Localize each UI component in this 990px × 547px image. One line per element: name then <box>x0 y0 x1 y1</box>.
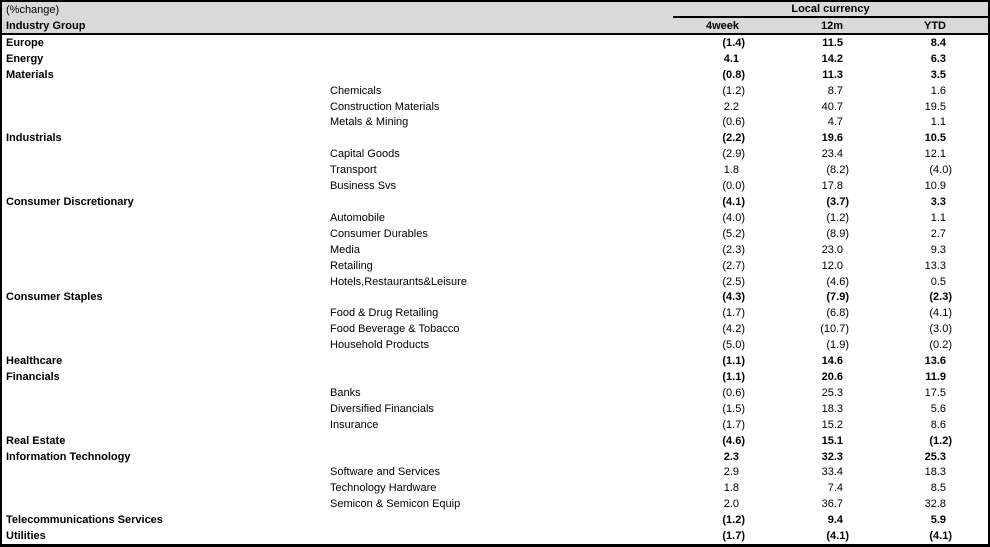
table-row <box>2 242 988 258</box>
sub-industry-label: Semicon & Semicon Equip <box>330 498 461 511</box>
table-row <box>2 385 988 401</box>
value-12m: 17.8 <box>821 180 843 193</box>
table-row <box>2 496 988 512</box>
value-ytd: 1.1 <box>930 116 946 129</box>
sub-industry-label: Consumer Durables <box>330 227 428 240</box>
sub-industry-label: Food Beverage & Tobacco <box>330 323 460 336</box>
table-row <box>2 194 988 210</box>
industry-group-label: Telecommunications Services <box>6 514 163 527</box>
value-12m: 25.3 <box>821 386 843 399</box>
value-ytd: 2.7 <box>930 227 946 240</box>
value-4week: 4.1 <box>723 52 739 65</box>
sub-industry-label: Metals & Mining <box>330 116 409 129</box>
value-ytd: (4.0) <box>929 164 952 177</box>
value-12m: 4.7 <box>827 116 843 129</box>
value-12m: 11.5 <box>822 36 843 49</box>
value-4week: (1.2) <box>722 84 745 97</box>
sub-industry-label: Technology Hardware <box>330 482 437 495</box>
industry-group-label: Consumer Staples <box>6 291 103 304</box>
value-12m: 23.4 <box>821 148 843 161</box>
value-12m: 36.7 <box>821 498 843 511</box>
value-ytd: 1.6 <box>930 84 946 97</box>
table-row <box>2 51 988 67</box>
value-ytd: 5.6 <box>930 402 946 415</box>
value-12m: 15.1 <box>821 434 843 447</box>
value-4week: (4.2) <box>722 323 745 336</box>
table-row <box>2 274 988 290</box>
value-4week: (2.5) <box>722 275 745 288</box>
value-ytd: (4.1) <box>929 307 952 320</box>
value-ytd: (2.3) <box>929 291 952 304</box>
sub-industry-label: Business Svs <box>330 180 397 193</box>
value-ytd: 17.5 <box>924 386 946 399</box>
sub-industry-label: Insurance <box>330 418 379 431</box>
table-row <box>2 226 988 242</box>
table-row <box>2 67 988 83</box>
value-ytd: 10.5 <box>924 132 946 145</box>
sub-industry-label: Chemicals <box>330 84 382 97</box>
value-ytd: 8.5 <box>930 482 946 495</box>
table-row <box>2 35 988 51</box>
sub-industry-label: Hotels,Restaurants&Leisure <box>330 275 467 288</box>
value-12m: 33.4 <box>821 466 843 479</box>
industry-group-label: Financials <box>6 370 60 383</box>
value-4week: 2.9 <box>723 466 739 479</box>
sub-industry-label: Banks <box>330 386 361 399</box>
value-12m: 14.2 <box>821 52 843 65</box>
value-ytd: 32.8 <box>924 498 946 511</box>
value-4week: (5.0) <box>722 339 745 352</box>
value-ytd: 5.9 <box>930 514 946 527</box>
percent-change-label: (%change) <box>6 4 60 16</box>
value-4week: (1.5) <box>722 402 745 415</box>
table-row <box>2 353 988 369</box>
table-body <box>2 35 988 544</box>
value-ytd: 8.6 <box>930 418 946 431</box>
table-row <box>2 512 988 528</box>
table-row <box>2 369 988 385</box>
value-ytd: 19.5 <box>924 100 946 113</box>
table-row <box>2 162 988 178</box>
value-4week: (1.7) <box>722 307 745 320</box>
value-4week: (1.2) <box>722 514 745 527</box>
value-ytd: 13.6 <box>924 355 946 368</box>
table-row <box>2 146 988 162</box>
industry-group-label: Europe <box>6 36 44 49</box>
sub-industry-label: Automobile <box>330 211 386 224</box>
value-4week: (1.1) <box>722 355 745 368</box>
table-row <box>2 115 988 131</box>
value-4week: (4.0) <box>722 211 745 224</box>
value-4week: 2.3 <box>723 450 739 463</box>
sub-industry-label: Capital Goods <box>330 148 400 161</box>
value-12m: (1.2) <box>826 211 849 224</box>
table-row <box>2 99 988 115</box>
value-12m: 15.2 <box>821 418 843 431</box>
value-12m: 8.7 <box>827 84 843 97</box>
industry-group-label: Consumer Discretionary <box>6 196 134 209</box>
value-4week: (4.1) <box>722 196 745 209</box>
value-12m: (4.1) <box>826 530 849 543</box>
table-header <box>2 2 988 35</box>
table-row <box>2 321 988 337</box>
value-ytd: 3.3 <box>930 196 946 209</box>
value-12m: (4.6) <box>826 275 849 288</box>
sub-industry-label: Construction Materials <box>330 100 440 113</box>
table-row <box>2 337 988 353</box>
industry-group-column-header: Industry Group <box>6 19 86 32</box>
sub-industry-label: Food & Drug Retailing <box>330 307 439 320</box>
table-row <box>2 401 988 417</box>
value-4week: (4.3) <box>722 291 745 304</box>
table-row <box>2 449 988 465</box>
value-12m: 32.3 <box>821 450 843 463</box>
value-12m: (6.8) <box>826 307 849 320</box>
table-row <box>2 83 988 99</box>
value-ytd: 25.3 <box>924 450 946 463</box>
value-4week: (1.7) <box>722 418 745 431</box>
value-ytd: 18.3 <box>924 466 946 479</box>
value-12m: 40.7 <box>821 100 843 113</box>
value-ytd: 9.3 <box>930 243 946 256</box>
table-row <box>2 210 988 226</box>
table-row <box>2 433 988 449</box>
value-4week: (1.7) <box>722 530 745 543</box>
value-12m: 23.0 <box>821 243 843 256</box>
sub-industry-label: Transport <box>330 164 377 177</box>
value-12m: (1.9) <box>826 339 849 352</box>
table-row <box>2 528 988 544</box>
column-header-12m: 12m <box>820 19 843 32</box>
header-row-currency <box>2 2 988 18</box>
value-ytd: 1.1 <box>930 211 946 224</box>
value-ytd: 12.1 <box>924 148 946 161</box>
sub-industry-label: Household Products <box>330 339 430 352</box>
industry-group-label: Healthcare <box>6 355 63 368</box>
header-row-columns <box>2 18 988 33</box>
table-row <box>2 258 988 274</box>
value-4week: 1.8 <box>723 164 739 177</box>
column-header-4week: 4week <box>705 19 739 32</box>
value-ytd: (3.0) <box>929 323 952 336</box>
value-ytd: 11.9 <box>925 370 946 383</box>
sub-industry-label: Software and Services <box>330 466 441 479</box>
value-12m: 7.4 <box>827 482 843 495</box>
table-row <box>2 464 988 480</box>
value-ytd: (1.2) <box>929 434 952 447</box>
value-12m: 11.3 <box>822 68 843 81</box>
value-4week: (0.6) <box>722 386 745 399</box>
sub-industry-label: Retailing <box>330 259 373 272</box>
value-ytd: 8.4 <box>930 36 946 49</box>
value-4week: (1.1) <box>722 370 745 383</box>
value-4week: 1.8 <box>723 482 739 495</box>
value-4week: (0.6) <box>722 116 745 129</box>
value-ytd: 10.9 <box>924 180 946 193</box>
local-currency-spanner: Local currency <box>673 2 988 18</box>
value-4week: 2.0 <box>723 498 739 511</box>
value-ytd: 3.5 <box>930 68 946 81</box>
value-12m: 12.0 <box>821 259 843 272</box>
value-4week: (0.8) <box>722 68 745 81</box>
value-12m: 18.3 <box>821 402 843 415</box>
value-ytd: (0.2) <box>929 339 952 352</box>
sub-industry-label: Media <box>330 243 360 256</box>
value-12m: 14.6 <box>821 355 843 368</box>
table-row <box>2 130 988 146</box>
value-12m: (10.7) <box>820 323 849 336</box>
value-12m: 20.6 <box>821 370 843 383</box>
value-12m: (3.7) <box>826 196 849 209</box>
industry-group-label: Industrials <box>6 132 62 145</box>
value-12m: (8.2) <box>826 164 849 177</box>
sub-industry-label: Diversified Financials <box>330 402 434 415</box>
value-4week: (5.2) <box>722 227 745 240</box>
value-12m: 9.4 <box>827 514 843 527</box>
value-4week: (4.6) <box>722 434 745 447</box>
table-row <box>2 480 988 496</box>
industry-group-label: Materials <box>6 68 54 81</box>
value-4week: (2.7) <box>722 259 745 272</box>
column-header-ytd: YTD <box>924 19 946 32</box>
table-row <box>2 290 988 306</box>
value-12m: (7.9) <box>826 291 849 304</box>
value-ytd: 13.3 <box>924 259 946 272</box>
industry-group-label: Real Estate <box>6 434 66 447</box>
value-ytd: (4.1) <box>929 530 952 543</box>
table-row <box>2 305 988 321</box>
value-4week: (1.4) <box>722 36 745 49</box>
table-row <box>2 417 988 433</box>
value-12m: (8.9) <box>826 227 849 240</box>
value-4week: 2.2 <box>723 100 739 113</box>
value-4week: (2.2) <box>722 132 745 145</box>
table-row <box>2 178 988 194</box>
industry-group-label: Information Technology <box>6 450 131 463</box>
value-4week: (0.0) <box>722 180 745 193</box>
value-4week: (2.3) <box>722 243 745 256</box>
value-12m: 19.6 <box>821 132 843 145</box>
industry-group-label: Utilities <box>6 530 46 543</box>
value-ytd: 0.5 <box>930 275 946 288</box>
value-4week: (2.9) <box>722 148 745 161</box>
value-ytd: 6.3 <box>930 52 946 65</box>
industry-group-label: Energy <box>6 52 44 65</box>
